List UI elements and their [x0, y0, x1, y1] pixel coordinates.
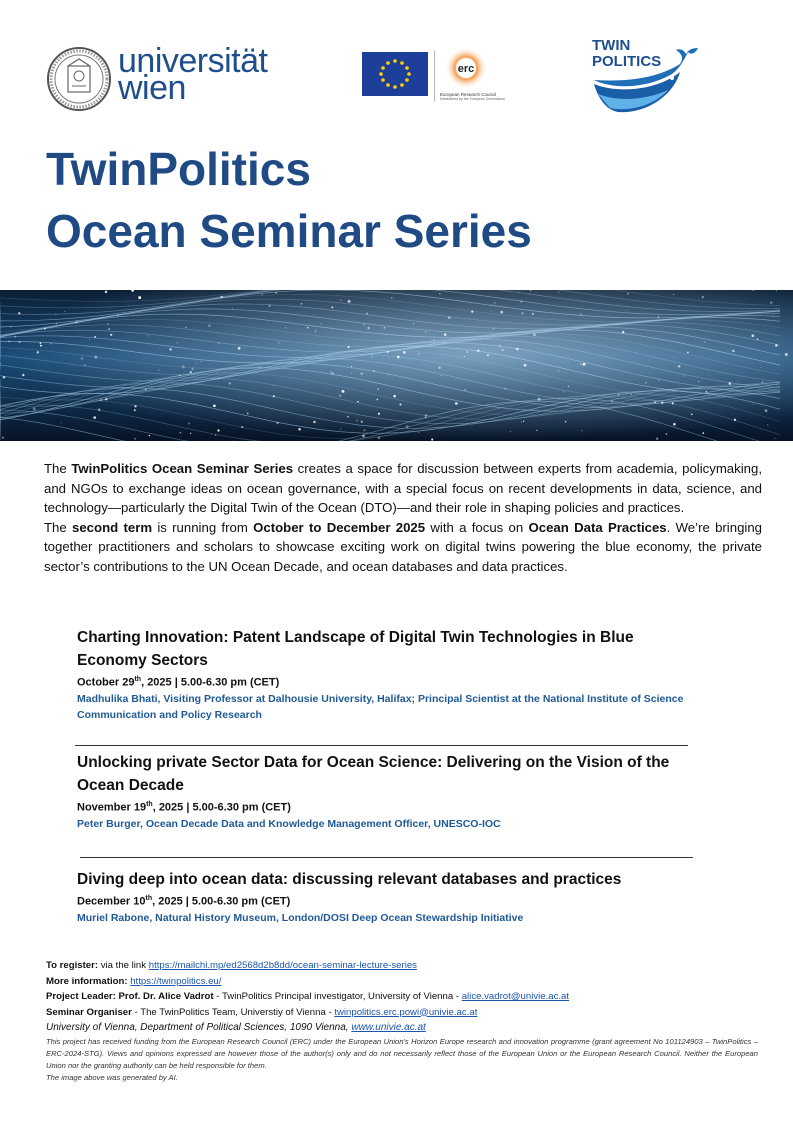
erc-subcaption: Established by the European Commission: [440, 97, 505, 101]
sparkle-dot: [262, 294, 263, 295]
sparkle-dot: [438, 367, 440, 369]
sparkle-dot: [169, 348, 171, 350]
sparkle-dot: [558, 292, 559, 293]
sparkle-dot: [441, 375, 442, 376]
sparkle-dot: [348, 300, 351, 303]
sparkle-dot: [149, 435, 150, 436]
sparkle-dot: [176, 342, 177, 343]
university-website-link[interactable]: www.univie.ac.at: [351, 1022, 426, 1033]
sparkle-dot: [464, 356, 465, 357]
sparkle-dot: [521, 421, 522, 422]
sparkle-dot: [704, 341, 705, 342]
sparkle-dot: [195, 403, 196, 404]
project-leader-text: - TwinPolitics Principal investigator, University of Vienna -: [213, 991, 462, 1002]
sparkle-dot: [191, 368, 193, 370]
register-link[interactable]: https://mailchi.mp/ed2568d2b8dd/ocean-seminar-lecture-series: [148, 960, 417, 971]
talk-item: [77, 626, 702, 723]
sparkle-dot: [658, 380, 659, 381]
sparkle-dot: [622, 331, 624, 333]
register-label: To register:: [46, 960, 99, 971]
sparkle-dot: [702, 296, 704, 298]
sparkle-dot: [138, 296, 141, 299]
sparkle-dot: [471, 310, 473, 312]
disclaimer-text: This project has received funding from the European Research Council (ERC) under the European Union's Horizon Europe research and innovation programme (grant agreement No 101124903 – TwinPolitics – ERC-2024-STG). Views and opinions expressed are however those of the author(s) only and do not necessarily reflect those of the European Union or the European Research Council. Neither the European Union nor the granting authority can be held responsible for them.: [46, 1036, 758, 1070]
intro-p1-series-name: TwinPolitics Ocean Seminar Series: [71, 461, 294, 476]
sparkle-dot: [418, 353, 419, 354]
sparkle-dot: [40, 345, 42, 347]
erc-mark-text: erc: [457, 63, 475, 75]
sparkle-dot: [519, 291, 520, 292]
sparkle-dot: [583, 363, 586, 366]
sparkle-dot: [377, 388, 379, 390]
sparkle-dot: [574, 338, 575, 339]
sparkle-dot: [626, 310, 627, 311]
sparkle-dot: [273, 385, 274, 386]
sparkle-dot: [425, 414, 428, 417]
project-leader-row: [46, 989, 758, 1005]
sparkle-dot: [201, 361, 202, 362]
talk-date-suffix: th: [145, 895, 153, 902]
intro-text: [44, 459, 762, 577]
sparkle-dot: [134, 405, 136, 407]
sparkle-dot: [362, 435, 365, 438]
sparkle-dot: [180, 432, 182, 434]
talk-date-time: , 2025 | 5.00-6.30 pm (CET): [152, 895, 291, 908]
sparkle-dot: [753, 404, 754, 405]
seminar-organiser-row: [46, 1005, 758, 1021]
sparkle-dot: [627, 293, 629, 295]
sparkle-dot: [455, 402, 458, 405]
sparkle-dot: [444, 333, 447, 336]
sparkle-dot: [448, 316, 451, 319]
sparkle-dot: [75, 321, 78, 324]
address-text: University of Vienna, Department of Political Sciences, 1090 Vienna,: [46, 1022, 352, 1033]
sparkle-dot: [491, 311, 492, 312]
sparkle-dot: [734, 419, 736, 421]
talk-date-day: October 29: [77, 676, 135, 689]
sparkle-dot: [673, 423, 676, 426]
address-row: [46, 1020, 758, 1036]
sparkle-dot: [729, 382, 732, 385]
sparkle-dot: [89, 339, 90, 340]
sparkle-dot: [14, 336, 16, 338]
sparkle-dot: [64, 311, 65, 312]
talk-speaker: Peter Burger, Ocean Decade Data and Knowledge Management Officer, UNESCO-IOC: [77, 817, 501, 830]
intro-p2-e: with a focus on: [425, 519, 529, 535]
sparkle-dot: [190, 433, 191, 434]
intro-paragraph-2: [44, 518, 762, 577]
sparkle-dot: [313, 421, 315, 423]
sparkle-dot: [673, 294, 674, 295]
sparkle-dot: [134, 438, 136, 440]
sparkle-dot: [22, 374, 24, 376]
seminar-organiser-text: - The TwinPolitics Team, Universtiy of Vienna -: [131, 1006, 335, 1018]
sparkle-dot: [217, 429, 219, 431]
sparkle-dot: [563, 391, 564, 392]
sparkle-dot: [391, 297, 392, 298]
sparkle-dot: [504, 388, 505, 389]
register-row: [46, 958, 758, 974]
sparkle-dot: [706, 391, 708, 393]
more-info-row: [46, 974, 758, 990]
sparkle-dot: [273, 395, 275, 397]
talk-date-day: November 19: [77, 801, 147, 814]
sparkle-dot: [182, 365, 185, 368]
sparkle-dot: [501, 349, 504, 352]
sparkle-dot: [636, 352, 637, 353]
sparkle-dot: [431, 438, 433, 440]
sparkle-dot: [661, 402, 663, 404]
sparkle-dot: [393, 395, 396, 398]
sparkle-dot: [433, 339, 434, 340]
funding-disclaimer: [46, 1036, 758, 1084]
sparkle-dot: [645, 382, 647, 384]
sparkle-dot: [538, 398, 541, 401]
university-name-line2: wien: [118, 69, 186, 107]
intro-paragraph-1: [44, 459, 762, 518]
sparkle-dot: [785, 353, 788, 356]
sparkle-dot: [93, 416, 96, 419]
sparkle-dot: [211, 434, 212, 435]
sparkle-dot: [37, 351, 39, 353]
sparkle-dot: [98, 408, 101, 411]
sparkle-dot: [105, 291, 107, 293]
sparkle-dot: [397, 356, 400, 359]
more-info-label: More information:: [46, 975, 128, 987]
digital-ocean-wave-image: [0, 290, 793, 441]
sparkle-dot: [196, 362, 197, 363]
ai-image-note: The image above was generated by AI.: [46, 1072, 178, 1082]
sparkle-dot: [347, 416, 349, 418]
sparkle-dot: [373, 370, 375, 372]
sparkle-dot: [377, 399, 378, 400]
sparkle-dot: [378, 413, 380, 415]
sparkle-dot: [565, 421, 567, 423]
sparkle-dot: [533, 333, 536, 336]
talk-speaker: Madhulika Bhati, Visiting Professor at Dalhousie University, Halifax; Principal Scientist at the National Institute of Science Communication and Policy Research: [77, 692, 684, 721]
sparkle-dot: [760, 367, 761, 368]
sparkle-dot: [134, 409, 136, 411]
sparkle-dot: [229, 383, 231, 385]
talk-date-suffix: th: [134, 676, 142, 683]
sparkle-dot: [520, 301, 522, 303]
sparkle-dot: [19, 341, 21, 343]
talk-item: [77, 868, 702, 926]
sparkle-dot: [698, 381, 699, 382]
sparkle-dot: [683, 375, 684, 376]
sparkle-dot: [532, 313, 534, 315]
sparkle-dot: [238, 347, 241, 350]
sparkle-dot: [219, 378, 220, 379]
divider: [80, 857, 693, 858]
sparkle-dot: [94, 356, 97, 359]
sparkle-dot: [320, 323, 322, 325]
title-line1: TwinPolitics: [46, 143, 311, 195]
sparkle-dot: [500, 311, 503, 314]
sparkle-dot: [147, 335, 148, 336]
sparkle-dot: [33, 407, 36, 410]
page-title: [46, 138, 532, 262]
divider: [75, 745, 688, 746]
sparkle-dot: [709, 375, 710, 376]
title-line2: Ocean Seminar Series: [46, 205, 532, 257]
sparkle-dot: [351, 366, 352, 367]
sparkle-dot: [765, 409, 768, 412]
sparkle-dot: [331, 372, 333, 374]
talk-date: [77, 891, 702, 910]
sparkle-dot: [330, 371, 331, 372]
talk-item: [77, 751, 702, 832]
twinpolitics-logo: [588, 38, 700, 118]
sparkle-dot: [524, 364, 527, 367]
sparkle-dot: [351, 373, 352, 374]
sparkle-dot: [190, 371, 192, 373]
sparkle-dot: [770, 301, 773, 304]
university-seal-icon: [46, 46, 112, 112]
sparkle-dot: [487, 354, 489, 356]
sparkle-dot: [363, 429, 365, 431]
sparkle-dot: [418, 432, 419, 433]
sparkle-dot: [56, 323, 57, 324]
sparkle-dot: [536, 430, 537, 431]
sparkle-dot: [307, 327, 308, 328]
sparkle-dot: [558, 370, 559, 371]
intro-p2-g: . We’re bringing together practitioners and scholars to showcase exciting work on digital twins powering the blue economy, the private sector’s contributions to the UN Ocean Decade, and ocean databases and data practices.: [44, 519, 762, 574]
sparkle-dot: [494, 302, 496, 304]
sparkle-dot: [105, 398, 107, 400]
intro-p1-post: creates a space for discussion between experts from academia, policymaking, and NGOs to exchange ideas on ocean governance, with a special focus on recent developments in data, science, and technology—particularly the Digital Twin of the Ocean (DTO)—and their role in shaping policies and practices.: [44, 461, 762, 516]
more-info-link[interactable]: https://twinpolitics.eu/: [130, 975, 222, 987]
sparkle-dot: [762, 381, 764, 383]
sparkle-dot: [357, 401, 359, 403]
sparkle-dot: [315, 333, 316, 334]
sparkle-dot: [767, 424, 768, 425]
sparkle-dot: [301, 303, 303, 305]
erc-caption: European Research Council: [440, 92, 497, 97]
sparkle-dot: [477, 349, 479, 351]
sparkle-dot: [483, 348, 484, 349]
sparkle-dot: [213, 404, 216, 407]
sparkle-dot: [2, 437, 4, 439]
sparkle-dot: [499, 345, 500, 346]
sparkle-dot: [510, 431, 511, 432]
talk-date-suffix: th: [146, 801, 153, 808]
sparkle-dot: [516, 348, 518, 350]
sparkle-dot: [611, 400, 613, 402]
talk-date-day: December 10: [77, 895, 146, 908]
sparkle-dot: [145, 389, 146, 390]
twinpolitics-logo-line2: POLITICS: [592, 53, 662, 70]
sparkle-dot: [8, 340, 10, 342]
sparkle-dot: [107, 323, 109, 325]
sparkle-dot: [331, 306, 333, 308]
seminar-organiser-label: Seminar Organiser: [46, 1006, 132, 1018]
sparkle-dot: [403, 351, 406, 354]
sparkle-dot: [493, 328, 495, 330]
sparkle-dot: [10, 326, 11, 327]
eu-erc-logo: [362, 46, 505, 104]
sparkle-dot: [268, 305, 270, 307]
sparkle-dot: [50, 343, 51, 344]
project-leader-email-link[interactable]: alice.vadrot@univie.ac.at: [461, 991, 570, 1002]
sparkle-dot: [133, 295, 134, 296]
sparkle-dot: [425, 331, 427, 333]
sparkle-dot: [188, 423, 190, 425]
sparkle-dot: [631, 394, 632, 395]
sparkle-dot: [388, 374, 389, 375]
intro-p2-a: The: [44, 519, 73, 535]
sparkle-dot: [315, 330, 317, 332]
sparkle-dot: [618, 394, 619, 395]
sparkle-dot: [40, 342, 42, 344]
sparkle-dot: [568, 386, 569, 387]
sparkle-dot: [467, 351, 468, 352]
sparkle-dot: [44, 328, 46, 330]
intro-p2-term: second term: [72, 519, 153, 535]
sparkle-dot: [776, 290, 777, 291]
logo-divider: [434, 50, 435, 102]
sparkle-dot: [218, 343, 220, 345]
sparkle-dot: [751, 334, 754, 337]
sparkle-dot: [278, 342, 279, 343]
sparkle-dot: [691, 413, 693, 415]
footer: [46, 958, 758, 1084]
project-leader-label: Project Leader: Prof. Dr. Alice Vadrot: [46, 991, 214, 1002]
sparkle-dot: [339, 395, 341, 397]
sparkle-dot: [3, 376, 6, 379]
sparkle-dot: [678, 365, 681, 368]
sparkle-dot: [406, 425, 409, 428]
talk-date-time: , 2025 | 5.00-6.30 pm (CET): [152, 801, 291, 814]
sparkle-dot: [276, 422, 278, 424]
intro-p2-focus: Ocean Data Practices: [528, 519, 667, 535]
sparkle-dot: [491, 305, 492, 306]
sparkle-dot: [361, 421, 363, 423]
eu-flag-icon: [362, 52, 428, 96]
intro-p2-c: is running from: [152, 519, 254, 535]
sparkle-dot: [84, 364, 86, 366]
sparkle-dot: [61, 423, 62, 424]
sparkle-dot: [366, 313, 368, 315]
sparkle-dot: [702, 432, 704, 434]
sparkle-dot: [580, 364, 581, 365]
sparkle-dot: [425, 417, 426, 418]
sparkle-dot: [285, 327, 286, 328]
sparkle-dot: [732, 350, 735, 353]
sparkle-dot: [360, 372, 363, 375]
talk-title: Diving deep into ocean data: discussing relevant databases and practices: [77, 871, 622, 888]
whale-wave-icon: [588, 38, 700, 118]
sparkle-dot: [378, 436, 381, 439]
university-name-line1: universität: [118, 42, 268, 80]
intro-p1-pre: The: [44, 461, 72, 476]
sparkle-dot: [55, 314, 56, 315]
sparkle-dot: [672, 402, 674, 404]
sparkle-dot: [108, 328, 110, 330]
talk-title: Charting Innovation: Patent Landscape of Digital Twin Technologies in Blue Economy Sectors: [77, 629, 634, 669]
sparkle-dot: [208, 324, 210, 326]
sparkle-dot: [658, 316, 660, 318]
register-text: via the link: [98, 960, 149, 971]
sparkle-dot: [241, 426, 243, 428]
talk-date-time: , 2025 | 5.00-6.30 pm (CET): [141, 676, 280, 689]
sparkle-dot: [687, 352, 689, 354]
sparkle-dot: [757, 338, 759, 340]
sparkle-dot: [464, 389, 466, 391]
sparkle-dot: [367, 327, 370, 330]
sparkle-dot: [399, 403, 401, 405]
sparkle-dot: [18, 312, 20, 314]
twinpolitics-logo-line1: TWIN: [592, 37, 631, 54]
sparkle-dot: [81, 357, 83, 359]
sparkle-dot: [413, 323, 414, 324]
sparkle-dot: [521, 312, 523, 314]
talk-title: Unlocking private Sector Data for Ocean Science: Delivering on the Vision of the Ocean Decade: [77, 754, 670, 794]
talk-speaker: Muriel Rabone, Natural History Museum, London/DOSI Deep Ocean Stewardship Initiative: [77, 911, 524, 924]
sparkle-dot: [356, 420, 358, 422]
sparkle-dot: [179, 374, 181, 376]
sparkle-dot: [158, 369, 160, 371]
sparkle-dot: [581, 430, 582, 431]
sparkle-dot: [275, 292, 276, 293]
talk-date: [77, 797, 702, 816]
sparkle-dot: [110, 334, 112, 336]
sparkle-dot: [656, 437, 658, 439]
sparkle-dot: [247, 412, 249, 414]
sparkle-dot: [523, 421, 524, 422]
sparkle-dot: [348, 346, 350, 348]
sparkle-dot: [340, 428, 341, 429]
talk-date: [77, 672, 702, 691]
sparkle-dot: [100, 399, 103, 402]
sparkle-dot: [772, 316, 773, 317]
sparkle-dot: [384, 327, 386, 329]
sparkle-dot: [363, 324, 364, 325]
sparkle-dot: [185, 326, 187, 328]
sparkle-dot: [775, 344, 777, 346]
university-of-vienna-logo: [46, 42, 296, 112]
sparkle-dot: [371, 356, 373, 358]
intro-p2-dates: October to December 2025: [253, 519, 426, 535]
sparkle-dot: [654, 401, 656, 403]
sparkle-dot: [387, 351, 389, 353]
sparkle-dot: [379, 352, 380, 353]
sparkle-dot: [232, 308, 233, 309]
seminar-organiser-email-link[interactable]: twinpolitics.erc.powi@univie.ac.at: [334, 1006, 478, 1018]
sparkle-dot: [220, 296, 222, 298]
sparkle-dot: [774, 438, 775, 439]
sparkle-dot: [439, 293, 441, 295]
sparkle-dot: [298, 428, 300, 430]
sparkle-dot: [117, 315, 118, 316]
sparkle-dot: [215, 434, 217, 436]
sparkle-dot: [666, 433, 668, 435]
sparkle-dot: [581, 314, 582, 315]
sparkle-dot: [342, 390, 345, 393]
sparkle-dot: [260, 367, 261, 368]
sparkle-dot: [340, 300, 341, 301]
sparkle-dot: [94, 336, 96, 338]
